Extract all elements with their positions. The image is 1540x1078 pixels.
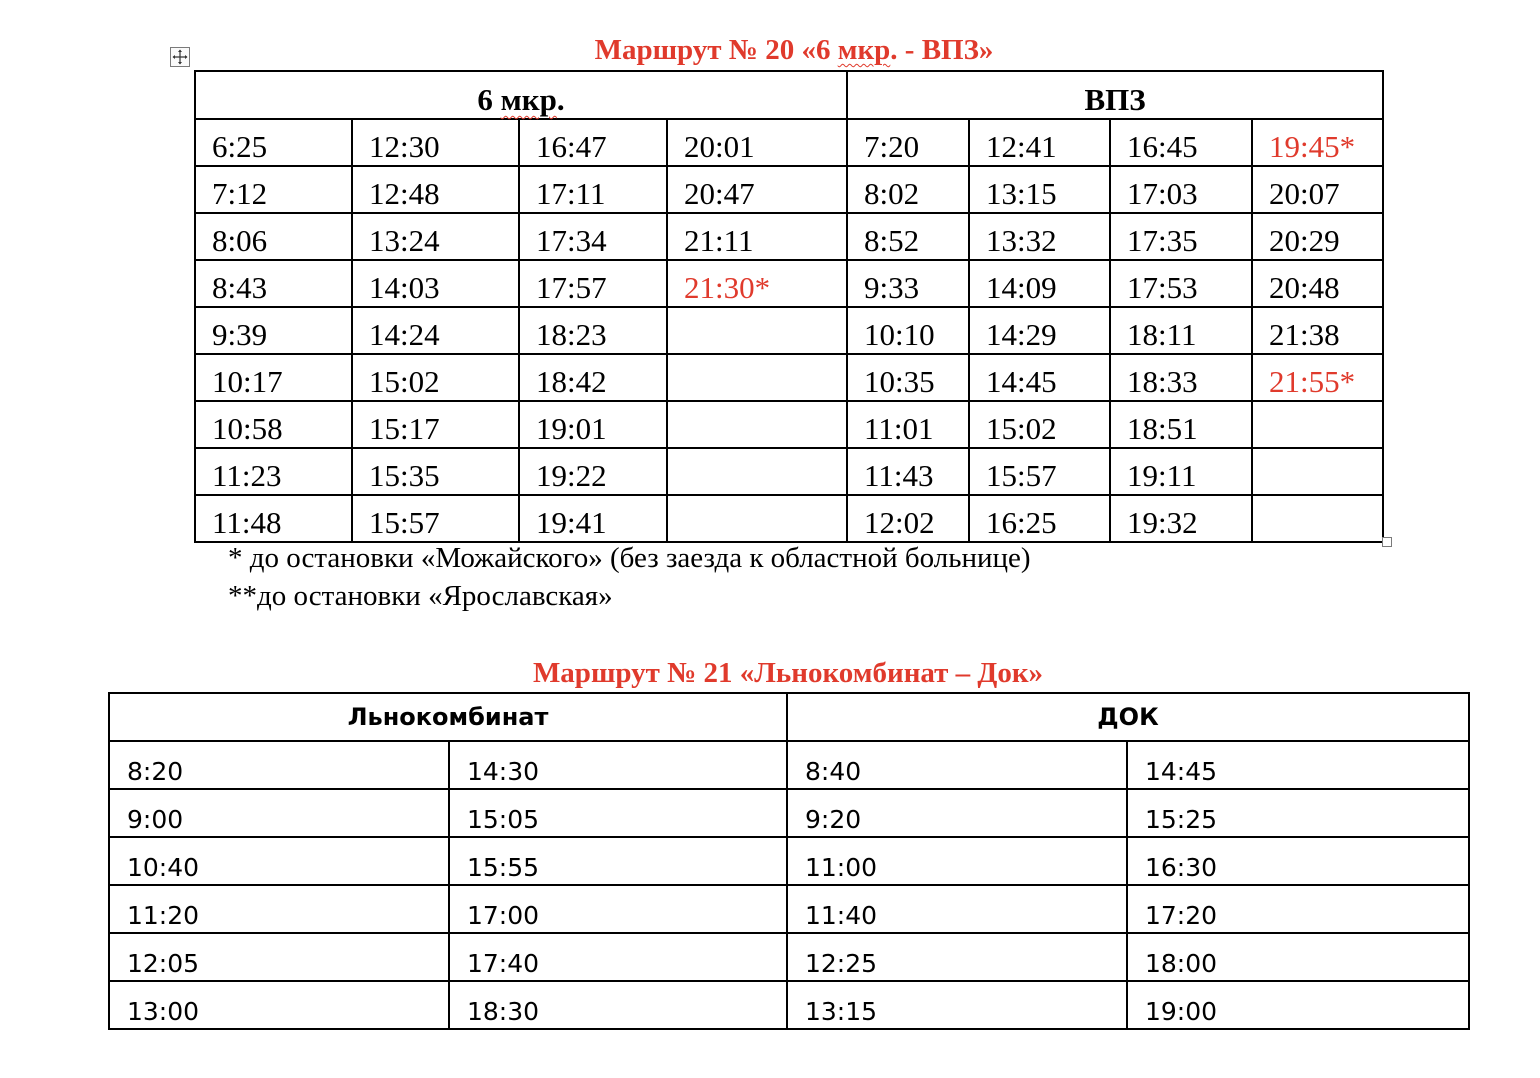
route20-cell: 7:12 xyxy=(195,166,352,213)
route20-cell: 8:06 xyxy=(195,213,352,260)
route20-cell: 10:10 xyxy=(847,307,969,354)
route20-cell: 19:32 xyxy=(1110,495,1252,542)
route20-cell: 17:34 xyxy=(519,213,667,260)
route21-cell: 15:05 xyxy=(449,789,787,837)
route21-cell: 17:20 xyxy=(1127,885,1469,933)
route20-cell: 17:35 xyxy=(1110,213,1252,260)
route20-cell: 14:09 xyxy=(969,260,1110,307)
route20-cell xyxy=(1252,401,1383,448)
route20-cell: 9:33 xyxy=(847,260,969,307)
route20-header-6mkr xyxy=(195,71,847,119)
route21-cell: 15:25 xyxy=(1127,789,1469,837)
route21-cell: 8:40 xyxy=(787,741,1127,789)
route20-cell: 11:23 xyxy=(195,448,352,495)
route20-title xyxy=(207,33,1381,67)
route20-cell xyxy=(667,495,847,542)
route20-cell: 21:55* xyxy=(1252,354,1383,401)
table-row xyxy=(109,837,1469,885)
route20-cell: 12:48 xyxy=(352,166,519,213)
route20-cell xyxy=(667,448,847,495)
table-row xyxy=(195,448,1383,495)
route20-cell: 20:29 xyxy=(1252,213,1383,260)
route20-cell: 15:02 xyxy=(969,401,1110,448)
table-row xyxy=(195,119,1383,166)
route20-cell: 14:45 xyxy=(969,354,1110,401)
route20-cell: 12:30 xyxy=(352,119,519,166)
route21-cell: 18:30 xyxy=(449,981,787,1029)
route20-cell: 12:41 xyxy=(969,119,1110,166)
route21-cell: 12:25 xyxy=(787,933,1127,981)
route20-cell xyxy=(667,307,847,354)
route20-cell: 11:43 xyxy=(847,448,969,495)
route21-cell: 17:40 xyxy=(449,933,787,981)
route20-cell: 18:11 xyxy=(1110,307,1252,354)
route20-cell: 13:15 xyxy=(969,166,1110,213)
route20-cell xyxy=(667,401,847,448)
route20-cell: 20:48 xyxy=(1252,260,1383,307)
table-row xyxy=(109,885,1469,933)
route20-cell: 15:17 xyxy=(352,401,519,448)
route21-cell: 11:40 xyxy=(787,885,1127,933)
table-row xyxy=(109,789,1469,837)
route20-cell: 13:32 xyxy=(969,213,1110,260)
route20-cell xyxy=(1252,495,1383,542)
route21-cell: 12:05 xyxy=(109,933,449,981)
route20-header-vpz: ВПЗ xyxy=(847,71,1383,119)
route20-cell: 11:48 xyxy=(195,495,352,542)
route21-cell: 14:30 xyxy=(449,741,787,789)
route20-cell: 16:47 xyxy=(519,119,667,166)
route20-cell: 14:29 xyxy=(969,307,1110,354)
route20-cell: 18:42 xyxy=(519,354,667,401)
route20-cell: 20:47 xyxy=(667,166,847,213)
route20-cell: 17:57 xyxy=(519,260,667,307)
route20-header-6mkr-dot: . xyxy=(556,82,565,117)
table-row xyxy=(195,354,1383,401)
route20-cell: 11:01 xyxy=(847,401,969,448)
route20-cell: 21:11 xyxy=(667,213,847,260)
route20-cell: 8:43 xyxy=(195,260,352,307)
route21-title: Маршрут № 21 «Льнокомбинат – Док» xyxy=(532,657,1044,689)
route20-cell: 19:11 xyxy=(1110,448,1252,495)
route20-cell: 7:20 xyxy=(847,119,969,166)
route20-cell: 19:22 xyxy=(519,448,667,495)
route20-cell: 9:39 xyxy=(195,307,352,354)
route21-cell: 18:00 xyxy=(1127,933,1469,981)
route21-cell: 11:20 xyxy=(109,885,449,933)
route20-cell: 16:25 xyxy=(969,495,1110,542)
route20-cell: 20:01 xyxy=(667,119,847,166)
route20-cell: 19:41 xyxy=(519,495,667,542)
route21-cell: 9:00 xyxy=(109,789,449,837)
route21-cell: 8:20 xyxy=(109,741,449,789)
route21-cell: 13:00 xyxy=(109,981,449,1029)
route20-cell: 15:35 xyxy=(352,448,519,495)
route20-title-prefix: Маршрут № 20 «6 xyxy=(594,34,838,66)
route20-cell: 16:45 xyxy=(1110,119,1252,166)
table-row xyxy=(109,981,1469,1029)
route20-cell: 12:02 xyxy=(847,495,969,542)
route20-title-suffix: . - ВПЗ» xyxy=(890,34,994,66)
route20-cell: 17:11 xyxy=(519,166,667,213)
route20-cell: 17:03 xyxy=(1110,166,1252,213)
route20-cell xyxy=(1252,448,1383,495)
table-resize-handle-icon[interactable] xyxy=(1382,537,1392,547)
route20-cell: 15:02 xyxy=(352,354,519,401)
route21-cell: 15:55 xyxy=(449,837,787,885)
route21-cell: 19:00 xyxy=(1127,981,1469,1029)
route20-cell: 15:57 xyxy=(969,448,1110,495)
route20-cell xyxy=(667,354,847,401)
route21-cell: 14:45 xyxy=(1127,741,1469,789)
table-row xyxy=(195,307,1383,354)
table-row xyxy=(195,495,1383,542)
route21-header-lnokombinat: Льнокомбинат xyxy=(109,693,787,741)
route20-cell: 19:45* xyxy=(1252,119,1383,166)
route20-cell: 14:03 xyxy=(352,260,519,307)
route20-cell: 21:30* xyxy=(667,260,847,307)
table-row xyxy=(109,741,1469,789)
route21-cell: 17:00 xyxy=(449,885,787,933)
table-move-handle-icon[interactable] xyxy=(170,47,190,67)
table-row xyxy=(109,933,1469,981)
route20-cell: 18:51 xyxy=(1110,401,1252,448)
route21-cell: 10:40 xyxy=(109,837,449,885)
table-row xyxy=(195,213,1383,260)
route21-table xyxy=(108,692,1470,1030)
route20-cell: 20:07 xyxy=(1252,166,1383,213)
route20-note-1: * до остановки «Можайского» (без заезда к областной больнице) xyxy=(228,542,1031,574)
table-row xyxy=(195,166,1383,213)
route20-cell: 15:57 xyxy=(352,495,519,542)
route20-cell: 8:02 xyxy=(847,166,969,213)
table-row xyxy=(195,401,1383,448)
route20-cell: 21:38 xyxy=(1252,307,1383,354)
route20-cell: 13:24 xyxy=(352,213,519,260)
route20-cell: 17:53 xyxy=(1110,260,1252,307)
route21-cell: 11:00 xyxy=(787,837,1127,885)
route20-cell: 8:52 xyxy=(847,213,969,260)
route20-table xyxy=(194,70,1384,543)
route21-cell: 9:20 xyxy=(787,789,1127,837)
route20-cell: 14:24 xyxy=(352,307,519,354)
table-row xyxy=(195,260,1383,307)
route21-cell: 16:30 xyxy=(1127,837,1469,885)
route20-title-mkr: мкр xyxy=(837,34,891,66)
route20-cell: 10:35 xyxy=(847,354,969,401)
route20-cell: 10:17 xyxy=(195,354,352,401)
route21-header-dok: ДОК xyxy=(787,693,1469,741)
route20-header-6mkr-num: 6 xyxy=(477,82,501,117)
route20-cell: 19:01 xyxy=(519,401,667,448)
route20-note-2: **до остановки «Ярославская» xyxy=(228,580,613,612)
route20-cell: 10:58 xyxy=(195,401,352,448)
route21-cell: 13:15 xyxy=(787,981,1127,1029)
route20-cell: 18:33 xyxy=(1110,354,1252,401)
route20-cell: 6:25 xyxy=(195,119,352,166)
route20-header-6mkr-word: мкр xyxy=(500,82,557,117)
route20-cell: 18:23 xyxy=(519,307,667,354)
